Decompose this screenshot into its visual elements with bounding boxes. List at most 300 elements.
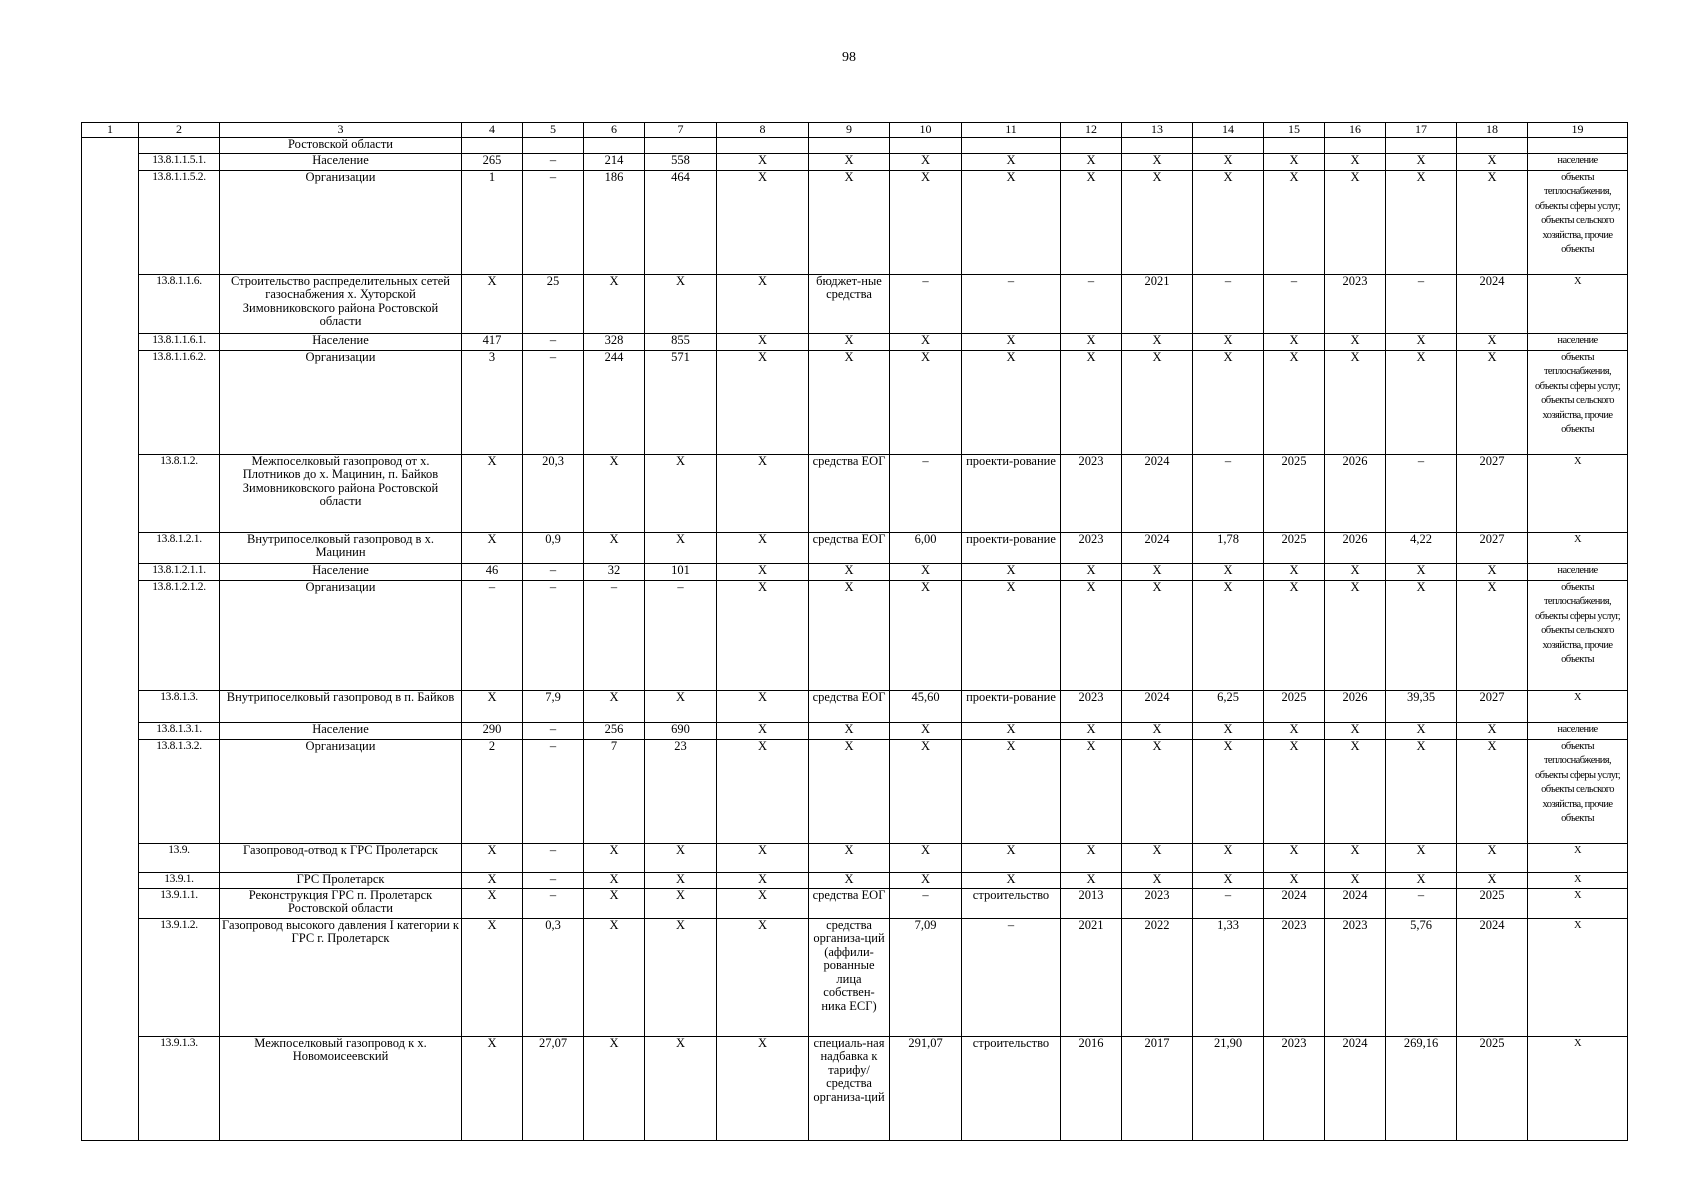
cell-col-11: X	[962, 170, 1061, 274]
cell-col-15: 2023	[1264, 918, 1325, 1036]
cell-col-15	[1264, 137, 1325, 153]
table-row	[82, 722, 1628, 739]
cell-col-10: 6,00	[890, 532, 962, 563]
table-row	[82, 454, 1628, 532]
column-header-1: 1	[82, 123, 139, 138]
cell-col-13: X	[1122, 350, 1193, 454]
cell-col-4: 417	[462, 333, 523, 350]
cell-col-10	[890, 137, 962, 153]
cell-col-5: 7,9	[523, 690, 584, 722]
cell-col-7: X	[645, 690, 717, 722]
row-number-cell: 13.8.1.2.1.	[139, 532, 220, 563]
row-name-cell: Организации	[220, 170, 462, 274]
cell-col-14: 6,25	[1193, 690, 1264, 722]
row-name-cell: Реконструкция ГРС п. Пролетарск Ростовской области	[220, 888, 462, 918]
row-name-cell: Межпоселковый газопровод от х. Плотников до х. Мацинин, п. Байков Зимовниковского района Ростовской области	[220, 454, 462, 532]
cell-col-4: X	[462, 690, 523, 722]
cell-col-4: 46	[462, 563, 523, 580]
cell-col-12: X	[1061, 739, 1122, 843]
cell-col-17: X	[1386, 563, 1457, 580]
cell-col-12: X	[1061, 580, 1122, 690]
cell-col-14: –	[1193, 888, 1264, 918]
cell-col-8: X	[717, 274, 809, 333]
cell-col-6: X	[584, 918, 645, 1036]
cell-col-13: X	[1122, 563, 1193, 580]
cell-col-19: X	[1528, 888, 1628, 918]
cell-col-15: X	[1264, 170, 1325, 274]
cell-col-15: X	[1264, 153, 1325, 170]
cell-col-19: население	[1528, 722, 1628, 739]
cell-col-17: X	[1386, 350, 1457, 454]
cell-col-10: X	[890, 563, 962, 580]
cell-col-7: X	[645, 872, 717, 888]
cell-col-18: 2027	[1457, 690, 1528, 722]
cell-col-5: 25	[523, 274, 584, 333]
row-number-cell: 13.8.1.1.5.2.	[139, 170, 220, 274]
cell-col-17: X	[1386, 739, 1457, 843]
cell-col-16: X	[1325, 153, 1386, 170]
cell-col-5: –	[523, 563, 584, 580]
cell-col-13: X	[1122, 170, 1193, 274]
cell-col-11: –	[962, 918, 1061, 1036]
cell-col-9: X	[809, 872, 890, 888]
cell-col-19: объекты теплоснабжения, объекты сферы услуг, объекты сельского хозяйства, прочие объекты	[1528, 170, 1628, 274]
cell-col-4: X	[462, 454, 523, 532]
row-number-cell: 13.9.1.2.	[139, 918, 220, 1036]
column-header-9: 9	[809, 123, 890, 138]
cell-col-17: 5,76	[1386, 918, 1457, 1036]
row-number-cell: 13.8.1.3.1.	[139, 722, 220, 739]
cell-col-7: 571	[645, 350, 717, 454]
table-row	[82, 888, 1628, 918]
row-number-cell: 13.9.1.1.	[139, 888, 220, 918]
cell-col-13: 2024	[1122, 454, 1193, 532]
cell-col-9: средства ЕОГ	[809, 690, 890, 722]
column-header-5: 5	[523, 123, 584, 138]
table-row	[82, 690, 1628, 722]
column-header-4: 4	[462, 123, 523, 138]
cell-col-16	[1325, 137, 1386, 153]
row-number-cell: 13.8.1.3.	[139, 690, 220, 722]
cell-col-7: 690	[645, 722, 717, 739]
cell-col-19: население	[1528, 153, 1628, 170]
cell-col-17	[1386, 137, 1457, 153]
cell-col-4: 265	[462, 153, 523, 170]
cell-col-15: X	[1264, 722, 1325, 739]
cell-col-12: X	[1061, 350, 1122, 454]
cell-col-17: X	[1386, 153, 1457, 170]
row-number-cell: 13.8.1.2.	[139, 454, 220, 532]
cell-col-12: 2013	[1061, 888, 1122, 918]
column-header-8: 8	[717, 123, 809, 138]
cell-col-4: 2	[462, 739, 523, 843]
cell-col-13: X	[1122, 153, 1193, 170]
cell-col-12: –	[1061, 274, 1122, 333]
cell-col-17: –	[1386, 454, 1457, 532]
column-header-19: 19	[1528, 123, 1628, 138]
cell-col-6: 214	[584, 153, 645, 170]
table-row	[82, 918, 1628, 1036]
cell-col-18: 2027	[1457, 454, 1528, 532]
table-row	[82, 872, 1628, 888]
table-body	[82, 137, 1628, 1140]
column-number-row	[82, 123, 1628, 138]
cell-col-9: средства ЕОГ	[809, 888, 890, 918]
page-number: 98	[842, 50, 856, 65]
column-header-2: 2	[139, 123, 220, 138]
cell-col-6: 32	[584, 563, 645, 580]
cell-col-14: X	[1193, 350, 1264, 454]
cell-col-13: 2023	[1122, 888, 1193, 918]
cell-col-9: средства ЕОГ	[809, 454, 890, 532]
cell-col-16: 2026	[1325, 454, 1386, 532]
cell-col-7: X	[645, 888, 717, 918]
cell-col-16: X	[1325, 333, 1386, 350]
cell-col-14: X	[1193, 153, 1264, 170]
cell-col-8: X	[717, 690, 809, 722]
cell-col-6: X	[584, 872, 645, 888]
table-row	[82, 350, 1628, 454]
cell-col-16: 2024	[1325, 888, 1386, 918]
cell-col-5	[523, 137, 584, 153]
cell-col-14: X	[1193, 580, 1264, 690]
cell-col-13: 2021	[1122, 274, 1193, 333]
cell-col-16: X	[1325, 872, 1386, 888]
cell-col-16: X	[1325, 170, 1386, 274]
cell-col-4: X	[462, 872, 523, 888]
cell-col-6: 328	[584, 333, 645, 350]
cell-col-7: 464	[645, 170, 717, 274]
cell-col-10: X	[890, 722, 962, 739]
cell-col-8: X	[717, 563, 809, 580]
column-header-11: 11	[962, 123, 1061, 138]
cell-col-16: 2023	[1325, 918, 1386, 1036]
cell-col-8: X	[717, 153, 809, 170]
cell-col-11: строительство	[962, 888, 1061, 918]
row-name-cell: Газопровод-отвод к ГРС Пролетарск	[220, 843, 462, 872]
cell-col-7: X	[645, 918, 717, 1036]
column-header-15: 15	[1264, 123, 1325, 138]
cell-col-14: X	[1193, 333, 1264, 350]
cell-col-4: 1	[462, 170, 523, 274]
cell-col-15: 2025	[1264, 690, 1325, 722]
cell-col-4: X	[462, 843, 523, 872]
cell-col-16: 2024	[1325, 1036, 1386, 1140]
cell-col-10: 45,60	[890, 690, 962, 722]
cell-col-6: X	[584, 274, 645, 333]
cell-col-6: X	[584, 532, 645, 563]
row-name-cell: Ростовской области	[220, 137, 462, 153]
cell-col-13: X	[1122, 580, 1193, 690]
cell-col-13: 2024	[1122, 532, 1193, 563]
cell-col-8: X	[717, 843, 809, 872]
cell-col-7: X	[645, 1036, 717, 1140]
cell-col-4: X	[462, 1036, 523, 1140]
cell-col-17: –	[1386, 274, 1457, 333]
cell-col-5: –	[523, 333, 584, 350]
cell-col-18	[1457, 137, 1528, 153]
cell-col-13: 2024	[1122, 690, 1193, 722]
cell-col-17: X	[1386, 333, 1457, 350]
cell-col-9: X	[809, 563, 890, 580]
cell-col-5: –	[523, 350, 584, 454]
cell-col-15: X	[1264, 872, 1325, 888]
row-name-cell: Население	[220, 153, 462, 170]
row-name-cell: Внутрипоселковый газопровод в х. Мацинин	[220, 532, 462, 563]
cell-col-19: объекты теплоснабжения, объекты сферы услуг, объекты сельского хозяйства, прочие объекты	[1528, 350, 1628, 454]
cell-col-5: 0,3	[523, 918, 584, 1036]
cell-col-10: X	[890, 350, 962, 454]
cell-col-10: X	[890, 739, 962, 843]
cell-col-6: X	[584, 1036, 645, 1140]
cell-col-8: X	[717, 872, 809, 888]
cell-col-12: 2023	[1061, 532, 1122, 563]
cell-col-12: 2023	[1061, 454, 1122, 532]
cell-col-9: средства организа-ций (аффили-рованные лица собствен-ника ЕСГ)	[809, 918, 890, 1036]
column-header-14: 14	[1193, 123, 1264, 138]
cell-col-18: X	[1457, 580, 1528, 690]
cell-col-8: X	[717, 454, 809, 532]
row-name-cell: Строительство распределительных сетей газоснабжения х. Хуторской Зимовниковского района Ростовской области	[220, 274, 462, 333]
cell-col-10: X	[890, 580, 962, 690]
cell-col-13	[1122, 137, 1193, 153]
cell-col-13: X	[1122, 333, 1193, 350]
cell-col-4: 3	[462, 350, 523, 454]
cell-col-11: проекти-рование	[962, 690, 1061, 722]
cell-col-7: 558	[645, 153, 717, 170]
cell-col-13: 2017	[1122, 1036, 1193, 1140]
cell-col-18: 2027	[1457, 532, 1528, 563]
cell-col-11: проекти-рование	[962, 532, 1061, 563]
row-name-cell: Население	[220, 333, 462, 350]
cell-col-10: 7,09	[890, 918, 962, 1036]
cell-col-12: X	[1061, 333, 1122, 350]
cell-col-8: X	[717, 333, 809, 350]
cell-col-9	[809, 137, 890, 153]
cell-col-16: 2026	[1325, 532, 1386, 563]
cell-col-14: 1,78	[1193, 532, 1264, 563]
row-name-cell: Межпоселковый газопровод к х. Новомоисеевский	[220, 1036, 462, 1140]
cell-col-14: –	[1193, 454, 1264, 532]
cell-col-8: X	[717, 722, 809, 739]
row-number-cell: 13.8.1.2.1.2.	[139, 580, 220, 690]
column-header-6: 6	[584, 123, 645, 138]
cell-col-19: X	[1528, 690, 1628, 722]
cell-col-18: 2024	[1457, 918, 1528, 1036]
cell-col-18: 2024	[1457, 274, 1528, 333]
cell-col-7: 23	[645, 739, 717, 843]
cell-col-11: X	[962, 563, 1061, 580]
table-row	[82, 153, 1628, 170]
cell-col-5: –	[523, 739, 584, 843]
cell-col-18: X	[1457, 333, 1528, 350]
cell-col-4: X	[462, 918, 523, 1036]
cell-col-8: X	[717, 170, 809, 274]
cell-col-11: X	[962, 722, 1061, 739]
cell-col-11: проекти-рование	[962, 454, 1061, 532]
cell-col-12	[1061, 137, 1122, 153]
row-number-cell: 13.8.1.2.1.1.	[139, 563, 220, 580]
cell-col-13: X	[1122, 739, 1193, 843]
cell-col-6: X	[584, 454, 645, 532]
cell-col-11: X	[962, 580, 1061, 690]
cell-col-19: X	[1528, 274, 1628, 333]
cell-col-4: 290	[462, 722, 523, 739]
cell-col-9: X	[809, 843, 890, 872]
cell-col-12: X	[1061, 872, 1122, 888]
cell-col-9: X	[809, 722, 890, 739]
cell-col-13: 2022	[1122, 918, 1193, 1036]
cell-col-18: X	[1457, 739, 1528, 843]
cell-col-17: 4,22	[1386, 532, 1457, 563]
cell-col-9: X	[809, 170, 890, 274]
cell-col-17: X	[1386, 722, 1457, 739]
cell-col-15: X	[1264, 350, 1325, 454]
cell-col-8: X	[717, 739, 809, 843]
column-header-7: 7	[645, 123, 717, 138]
cell-col-16: X	[1325, 843, 1386, 872]
cell-col-6: 7	[584, 739, 645, 843]
column-header-16: 16	[1325, 123, 1386, 138]
cell-col-19: X	[1528, 843, 1628, 872]
cell-col-10: –	[890, 888, 962, 918]
cell-col-9: X	[809, 739, 890, 843]
cell-col-19: объекты теплоснабжения, объекты сферы услуг, объекты сельского хозяйства, прочие объекты	[1528, 580, 1628, 690]
row-name-cell: ГРС Пролетарск	[220, 872, 462, 888]
cell-col-6: X	[584, 690, 645, 722]
cell-col-18: 2025	[1457, 1036, 1528, 1140]
cell-col-6: X	[584, 843, 645, 872]
table-row	[82, 333, 1628, 350]
cell-col-4: X	[462, 888, 523, 918]
cell-col-9: бюджет-ные средства	[809, 274, 890, 333]
cell-col-18: X	[1457, 153, 1528, 170]
cell-col-12: 2021	[1061, 918, 1122, 1036]
cell-col-18: X	[1457, 563, 1528, 580]
table-row	[82, 137, 1628, 153]
column-header-18: 18	[1457, 123, 1528, 138]
cell-col-7: 101	[645, 563, 717, 580]
cell-col-12: 2023	[1061, 690, 1122, 722]
cell-col-7: X	[645, 454, 717, 532]
cell-col-17: X	[1386, 580, 1457, 690]
cell-col-7: X	[645, 532, 717, 563]
cell-col-11: X	[962, 739, 1061, 843]
cell-col-18: X	[1457, 722, 1528, 739]
row-number-cell: 13.8.1.1.6.2.	[139, 350, 220, 454]
cell-col-6: –	[584, 580, 645, 690]
cell-col-9: X	[809, 580, 890, 690]
cell-col-11: X	[962, 153, 1061, 170]
cell-col-16: X	[1325, 563, 1386, 580]
cell-col-19: X	[1528, 872, 1628, 888]
cell-col-4: X	[462, 532, 523, 563]
cell-col-7: 855	[645, 333, 717, 350]
cell-col-14: X	[1193, 170, 1264, 274]
cell-col-15: 2025	[1264, 532, 1325, 563]
cell-col-7: X	[645, 274, 717, 333]
cell-col-9: X	[809, 350, 890, 454]
cell-col-15: X	[1264, 580, 1325, 690]
table-row	[82, 563, 1628, 580]
cell-col-12: X	[1061, 153, 1122, 170]
cell-col-17: 39,35	[1386, 690, 1457, 722]
row-number-cell: 13.9.1.	[139, 872, 220, 888]
table-row	[82, 532, 1628, 563]
row-number-cell: 13.9.	[139, 843, 220, 872]
cell-col-6: 244	[584, 350, 645, 454]
column-header-3: 3	[220, 123, 462, 138]
cell-col-14: X	[1193, 722, 1264, 739]
cell-col-11: X	[962, 333, 1061, 350]
row-name-cell: Внутрипоселковый газопровод в п. Байков	[220, 690, 462, 722]
cell-col-4	[462, 137, 523, 153]
row-number-cell: 13.8.1.3.2.	[139, 739, 220, 843]
cell-col-12: X	[1061, 843, 1122, 872]
cell-col-15: X	[1264, 843, 1325, 872]
row-number-cell	[139, 137, 220, 153]
cell-col-14: X	[1193, 843, 1264, 872]
cell-col-18: X	[1457, 872, 1528, 888]
table-row	[82, 739, 1628, 843]
cell-col-14: X	[1193, 872, 1264, 888]
cell-col-14: 21,90	[1193, 1036, 1264, 1140]
table-row	[82, 274, 1628, 333]
data-table	[81, 122, 1628, 1141]
cell-col-15: 2025	[1264, 454, 1325, 532]
table-row	[82, 170, 1628, 274]
cell-col-6: 256	[584, 722, 645, 739]
cell-col-12: X	[1061, 170, 1122, 274]
cell-col-6: X	[584, 888, 645, 918]
cell-col-15: 2023	[1264, 1036, 1325, 1140]
cell-col-9: средства ЕОГ	[809, 532, 890, 563]
cell-col-15: –	[1264, 274, 1325, 333]
cell-col-8: X	[717, 888, 809, 918]
cell-col-7: X	[645, 843, 717, 872]
cell-col-5: –	[523, 153, 584, 170]
cell-col-10: X	[890, 333, 962, 350]
cell-col-9: X	[809, 153, 890, 170]
cell-col-8: X	[717, 580, 809, 690]
cell-col-11	[962, 137, 1061, 153]
cell-col-16: X	[1325, 739, 1386, 843]
cell-col-13: X	[1122, 872, 1193, 888]
cell-col-17: X	[1386, 872, 1457, 888]
cell-col-8: X	[717, 1036, 809, 1140]
cell-col-18: X	[1457, 843, 1528, 872]
cell-col-14: X	[1193, 563, 1264, 580]
row-number-cell: 13.9.1.3.	[139, 1036, 220, 1140]
cell-col-12: 2016	[1061, 1036, 1122, 1140]
cell-col-11: строительство	[962, 1036, 1061, 1140]
cell-col-19: население	[1528, 563, 1628, 580]
cell-col-8: X	[717, 918, 809, 1036]
row-name-cell: Население	[220, 563, 462, 580]
cell-col-10: X	[890, 843, 962, 872]
cell-col-13: X	[1122, 722, 1193, 739]
table-row	[82, 580, 1628, 690]
cell-col-8: X	[717, 350, 809, 454]
row-number-cell: 13.8.1.1.6.1.	[139, 333, 220, 350]
cell-col-17: X	[1386, 170, 1457, 274]
cell-col-12: X	[1061, 563, 1122, 580]
column-header-17: 17	[1386, 123, 1457, 138]
cell-col-8	[717, 137, 809, 153]
cell-col-5: –	[523, 843, 584, 872]
cell-col-19: X	[1528, 532, 1628, 563]
cell-col-5: 27,07	[523, 1036, 584, 1140]
